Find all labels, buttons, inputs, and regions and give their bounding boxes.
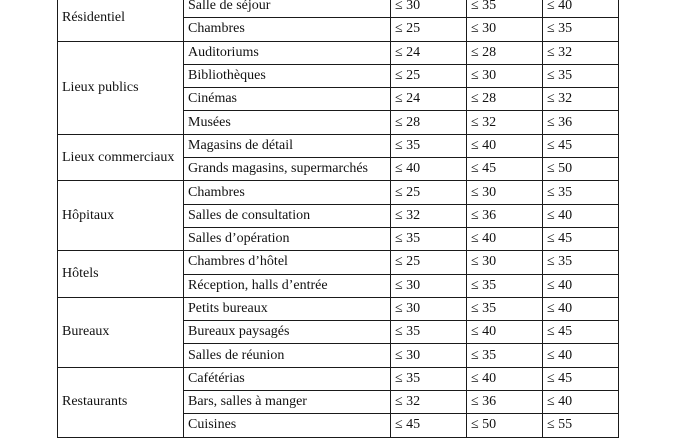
space-cell: Salles de consultation — [184, 204, 391, 227]
value-cell-3: ≤ 40 — [543, 204, 619, 227]
category-cell: Lieux publics — [58, 41, 184, 134]
value-cell-3: ≤ 40 — [543, 344, 619, 367]
value-cell-1: ≤ 30 — [391, 344, 467, 367]
table-row — [58, 297, 619, 320]
value-cell-2: ≤ 36 — [467, 204, 543, 227]
space-cell: Réception, halls d’entrée — [184, 274, 391, 297]
space-cell: Cuisines — [184, 414, 391, 437]
value-cell-3: ≤ 35 — [543, 18, 619, 41]
value-cell-3: ≤ 45 — [543, 367, 619, 390]
value-cell-1: ≤ 30 — [391, 274, 467, 297]
value-cell-2: ≤ 35 — [467, 0, 543, 18]
space-cell: Musées — [184, 111, 391, 134]
value-cell-3: ≤ 32 — [543, 88, 619, 111]
space-cell: Auditoriums — [184, 41, 391, 64]
category-cell: Restaurants — [58, 367, 184, 437]
category-cell: Lieux commerciaux — [58, 134, 184, 181]
value-cell-1: ≤ 24 — [391, 88, 467, 111]
value-cell-1: ≤ 25 — [391, 181, 467, 204]
value-cell-3: ≤ 40 — [543, 391, 619, 414]
value-cell-3: ≤ 40 — [543, 274, 619, 297]
table-row — [58, 0, 619, 18]
value-cell-2: ≤ 36 — [467, 391, 543, 414]
value-cell-2: ≤ 30 — [467, 181, 543, 204]
value-cell-3: ≤ 50 — [543, 158, 619, 181]
space-cell: Salles de réunion — [184, 344, 391, 367]
table-row — [58, 134, 619, 157]
value-cell-2: ≤ 40 — [467, 134, 543, 157]
value-cell-3: ≤ 45 — [543, 321, 619, 344]
value-cell-2: ≤ 30 — [467, 251, 543, 274]
value-cell-1: ≤ 28 — [391, 111, 467, 134]
value-cell-2: ≤ 40 — [467, 227, 543, 250]
value-cell-2: ≤ 40 — [467, 321, 543, 344]
value-cell-3: ≤ 35 — [543, 64, 619, 87]
value-cell-1: ≤ 32 — [391, 391, 467, 414]
value-cell-2: ≤ 35 — [467, 297, 543, 320]
value-cell-3: ≤ 32 — [543, 41, 619, 64]
value-cell-1: ≤ 35 — [391, 227, 467, 250]
value-cell-3: ≤ 35 — [543, 181, 619, 204]
table-row — [58, 181, 619, 204]
space-cell: Bureaux paysagés — [184, 321, 391, 344]
value-cell-1: ≤ 24 — [391, 41, 467, 64]
value-cell-3: ≤ 35 — [543, 251, 619, 274]
space-cell: Chambres — [184, 18, 391, 41]
category-cell: Résidentiel — [58, 0, 184, 41]
value-cell-2: ≤ 30 — [467, 18, 543, 41]
value-cell-1: ≤ 45 — [391, 414, 467, 437]
value-cell-1: ≤ 30 — [391, 297, 467, 320]
value-cell-3: ≤ 40 — [543, 297, 619, 320]
value-cell-1: ≤ 32 — [391, 204, 467, 227]
value-cell-2: ≤ 32 — [467, 111, 543, 134]
value-cell-2: ≤ 50 — [467, 414, 543, 437]
table-body — [58, 0, 619, 437]
category-cell: Hôpitaux — [58, 181, 184, 251]
value-cell-3: ≤ 36 — [543, 111, 619, 134]
value-cell-1: ≤ 35 — [391, 367, 467, 390]
value-cell-2: ≤ 40 — [467, 367, 543, 390]
space-cell: Chambres d’hôtel — [184, 251, 391, 274]
value-cell-3: ≤ 40 — [543, 0, 619, 18]
value-cell-1: ≤ 35 — [391, 321, 467, 344]
value-cell-2: ≤ 35 — [467, 274, 543, 297]
space-cell: Magasins de détail — [184, 134, 391, 157]
category-cell: Bureaux — [58, 297, 184, 367]
space-cell: Bars, salles à manger — [184, 391, 391, 414]
space-cell: Chambres — [184, 181, 391, 204]
value-cell-2: ≤ 35 — [467, 344, 543, 367]
value-cell-1: ≤ 35 — [391, 134, 467, 157]
table-row — [58, 367, 619, 390]
space-cell: Salles d’opération — [184, 227, 391, 250]
value-cell-3: ≤ 55 — [543, 414, 619, 437]
space-cell: Bibliothèques — [184, 64, 391, 87]
space-cell: Petits bureaux — [184, 297, 391, 320]
space-cell: Grands magasins, supermarchés — [184, 158, 391, 181]
table-row — [58, 251, 619, 274]
space-cell: Salle de séjour — [184, 0, 391, 18]
value-cell-1: ≤ 40 — [391, 158, 467, 181]
category-cell: Hôtels — [58, 251, 184, 298]
value-cell-2: ≤ 28 — [467, 41, 543, 64]
value-cell-3: ≤ 45 — [543, 227, 619, 250]
value-cell-1: ≤ 25 — [391, 18, 467, 41]
value-cell-2: ≤ 30 — [467, 64, 543, 87]
value-cell-2: ≤ 45 — [467, 158, 543, 181]
space-cell: Cinémas — [184, 88, 391, 111]
value-cell-1: ≤ 30 — [391, 0, 467, 18]
value-cell-3: ≤ 45 — [543, 134, 619, 157]
value-cell-1: ≤ 25 — [391, 251, 467, 274]
table-row — [58, 41, 619, 64]
noise-level-table — [57, 0, 619, 438]
value-cell-1: ≤ 25 — [391, 64, 467, 87]
value-cell-2: ≤ 28 — [467, 88, 543, 111]
space-cell: Cafétérias — [184, 367, 391, 390]
